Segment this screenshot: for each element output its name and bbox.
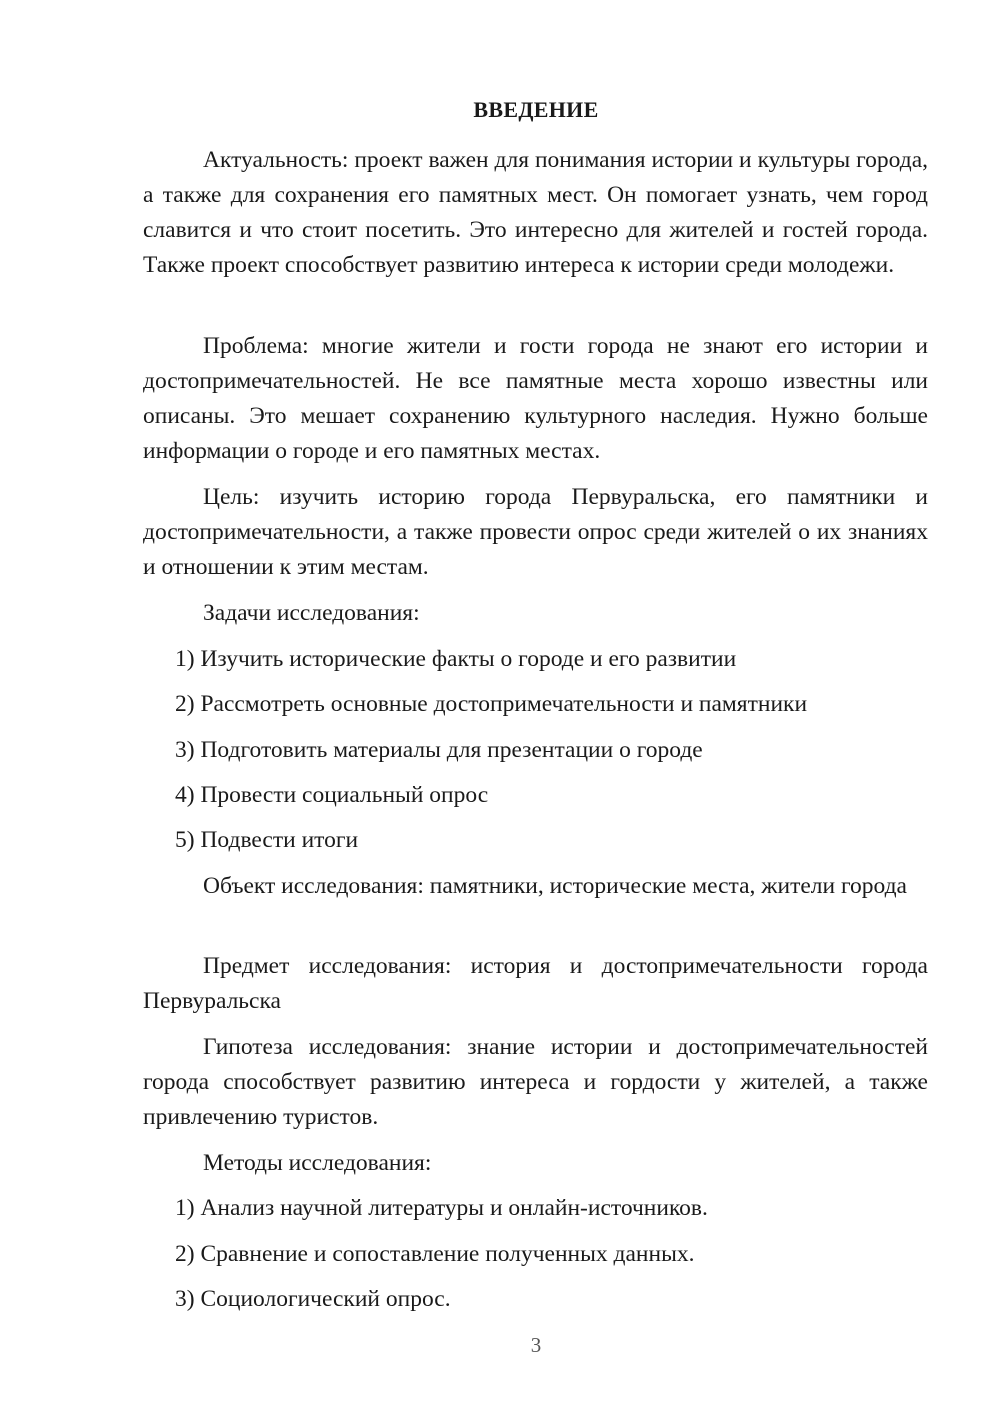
task-item-3: 3) Подготовить материалы для презентации о городе (175, 737, 703, 763)
problem-paragraph-block (143, 329, 928, 469)
relevance-paragraph-block (143, 143, 928, 283)
subject-paragraph: Предмет исследования: история и достопримечательности города Первуральска (143, 953, 928, 1014)
method-item-3: 3) Социологический опрос. (175, 1286, 451, 1312)
task-item-4: 4) Провести социальный опрос (175, 782, 489, 808)
task-item-5: 5) Подвести итоги (175, 827, 359, 853)
methods-heading: Методы исследования: (203, 1150, 432, 1176)
tasks-heading: Задачи исследования: (203, 600, 420, 626)
goal-paragraph: Цель: изучить историю города Первуральска, его памятники и достопримечательности, а также провести опрос среди жителей о их знаниях и отношении к этим местам. (143, 484, 928, 580)
object-paragraph-block (143, 869, 928, 904)
hypothesis-paragraph: Гипотеза исследования: знание истории и достопримечательностей города способствует развитию интереса и гордости у жителей, а также привлечению туристов. (143, 1034, 928, 1130)
problem-paragraph: Проблема: многие жители и гости города не знают его истории и достопримечательностей. Не все памятные места хорошо известны или описаны. Это мешает сохранению культурного наследия. Нужно больше информации о городе и его памятных местах. (143, 333, 928, 464)
subject-paragraph-block (143, 949, 928, 1019)
hypothesis-paragraph-block (143, 1030, 928, 1135)
object-paragraph: Объект исследования: памятники, исторические места, жители города (203, 873, 907, 899)
page-number: 3 (530, 1333, 542, 1357)
method-item-1: 1) Анализ научной литературы и онлайн-источников. (175, 1195, 708, 1221)
method-item-2: 2) Сравнение и сопоставление полученных данных. (175, 1241, 695, 1267)
task-item-2: 2) Рассмотреть основные достопримечательности и памятники (175, 691, 808, 717)
task-item-1: 1) Изучить исторические факты о городе и его развитии (175, 646, 737, 672)
page-title: ВВЕДЕНИЕ (473, 97, 599, 122)
relevance-paragraph: Актуальность: проект важен для понимания истории и культуры города, а также для сохранения его памятных мест. Он помогает узнать, чем город славится и что стоит посетить. Это интересно для жителей и гостей города. Также проект способствует развитию интереса к истории среди молодежи. (143, 147, 928, 278)
goal-paragraph-block (143, 480, 928, 585)
